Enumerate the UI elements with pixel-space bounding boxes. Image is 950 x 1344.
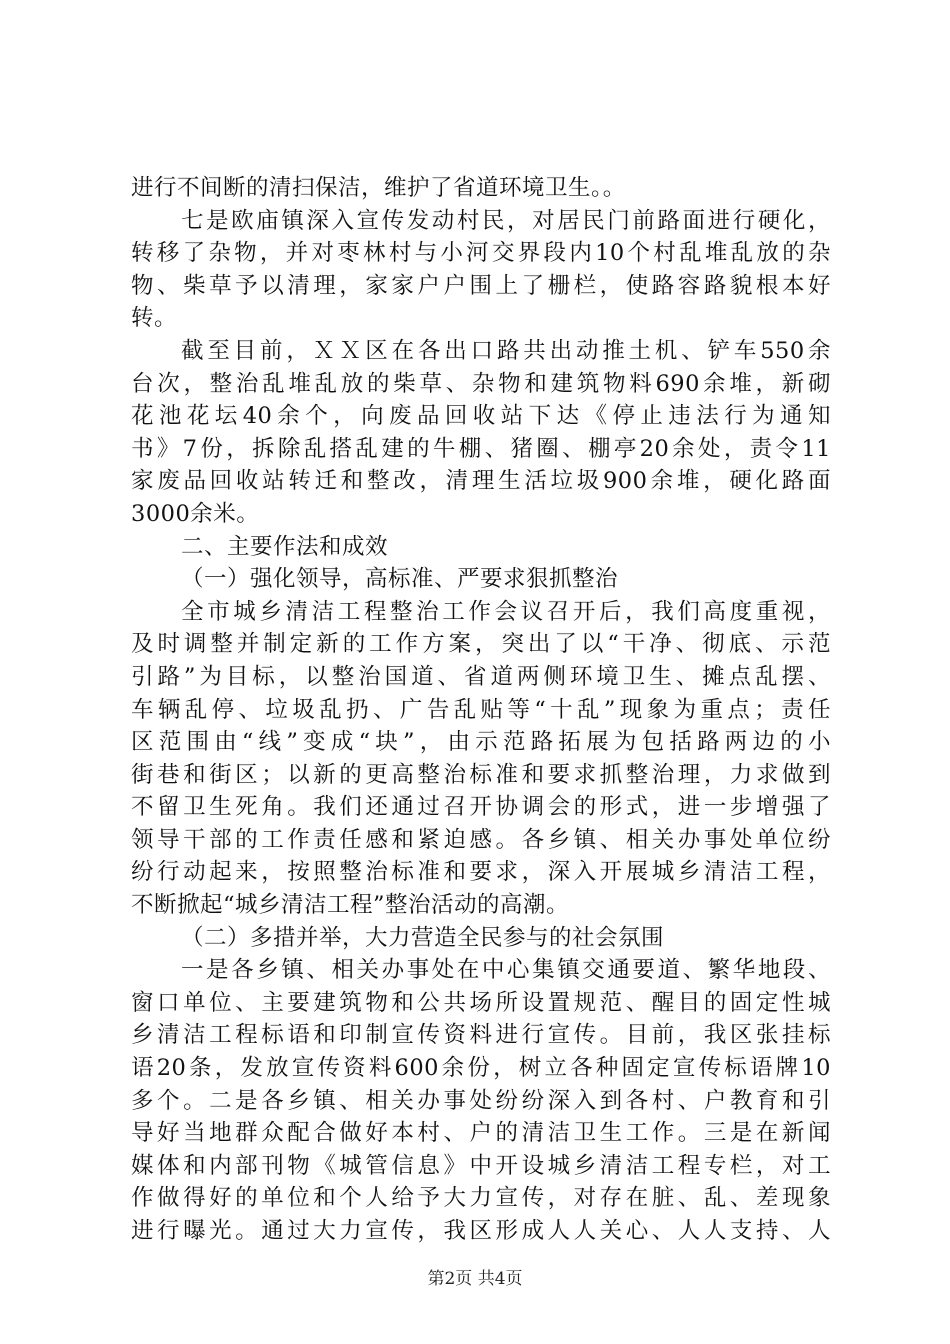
text-line: 作做得好的单位和个人给予大力宣传，对存在脏、乱、差现象 [131, 1185, 831, 1212]
text-line: 车辆乱停、垃圾乱扔、广告乱贴等“十乱”现象为重点；责任 [131, 696, 831, 723]
text-line: 3000余米。 [131, 500, 260, 527]
text-line: 及时调整并制定新的工作方案，突出了以“干净、彻底、示范 [131, 631, 831, 658]
text-line: 乡清洁工程标语和印制宣传资料进行宣传。目前，我区张挂标 [131, 1022, 831, 1049]
text-line: 不断掀起“城乡清洁工程”整治活动的高潮。 [131, 892, 570, 919]
text-line: 领导干部的工作责任感和紧迫感。各乡镇、相关办事处单位纷 [131, 826, 831, 853]
text-line: 家废品回收站转迁和整改，清理生活垃圾900余堆，硬化路面 [131, 468, 831, 495]
text-line: 台次，整治乱堆乱放的柴草、杂物和建筑物料690余堆，新砌 [131, 370, 831, 397]
document-body [131, 172, 831, 1248]
text-line: 花池花坛40余个，向废品回收站下达《停止违法行为通知 [131, 403, 831, 430]
text-line: 多个。二是各乡镇、相关办事处纷纷深入到各村、户教育和引 [131, 1087, 831, 1114]
text-line: 区范围由“线”变成“块”，由示范路拓展为包括路两边的小 [131, 729, 831, 756]
text-line: 进行曝光。通过大力宣传，我区形成人人关心、人人支持、人 [131, 1218, 831, 1244]
text-line: （二）多措并举，大力营造全民参与的社会氛围 [181, 924, 665, 951]
text-line: 导好当地群众配合做好本村、户的清洁卫生工作。三是在新闻 [131, 1120, 831, 1147]
text-line: 全市城乡清洁工程整治工作会议召开后，我们高度重视， [181, 598, 831, 625]
text-line: 一是各乡镇、相关办事处在中心集镇交通要道、繁华地段、 [181, 957, 831, 984]
text-line: 截至目前，ＸＸ区在各出口路共出动推土机、铲车550余 [181, 337, 831, 364]
text-line: 不留卫生死角。我们还通过召开协调会的形式，进一步增强了 [131, 794, 831, 821]
text-line: 媒体和内部刊物《城管信息》中开设城乡清洁工程专栏，对工 [131, 1152, 831, 1179]
text-line: 引路”为目标，以整治国道、省道两侧环境卫生、摊点乱摆、 [131, 663, 831, 690]
text-line: 转移了杂物，并对枣林村与小河交界段内10个村乱堆乱放的杂 [131, 240, 831, 267]
text-line: 书》7份，拆除乱搭乱建的牛棚、猪圈、棚亭20余处，责令11 [131, 435, 831, 462]
text-line: 纷行动起来，按照整治标准和要求，深入开展城乡清洁工程， [131, 859, 831, 886]
text-line: 七是欧庙镇深入宣传发动村民，对居民门前路面进行硬化， [181, 207, 831, 234]
text-line: 物、柴草予以清理，家家户户围上了栅栏，使路容路貌根本好 [131, 272, 831, 299]
text-line: 进行不间断的清扫保洁，维护了省道环境卫生。。 [131, 175, 626, 201]
text-line: 街巷和街区；以新的更高整治标准和要求抓整治理，力求做到 [131, 761, 831, 788]
text-line: （一）强化领导，高标准、严要求狠抓整治 [181, 566, 619, 593]
page-footer: 第2页 共4页 [427, 1269, 523, 1289]
text-line: 语20条，发放宣传资料600余份，树立各种固定宣传标语牌10 [131, 1055, 831, 1082]
text-line: 二、主要作法和成效 [181, 533, 389, 560]
text-line: 窗口单位、主要建筑物和公共场所设置规范、醒目的固定性城 [131, 989, 831, 1016]
text-line: 转。 [131, 305, 178, 332]
